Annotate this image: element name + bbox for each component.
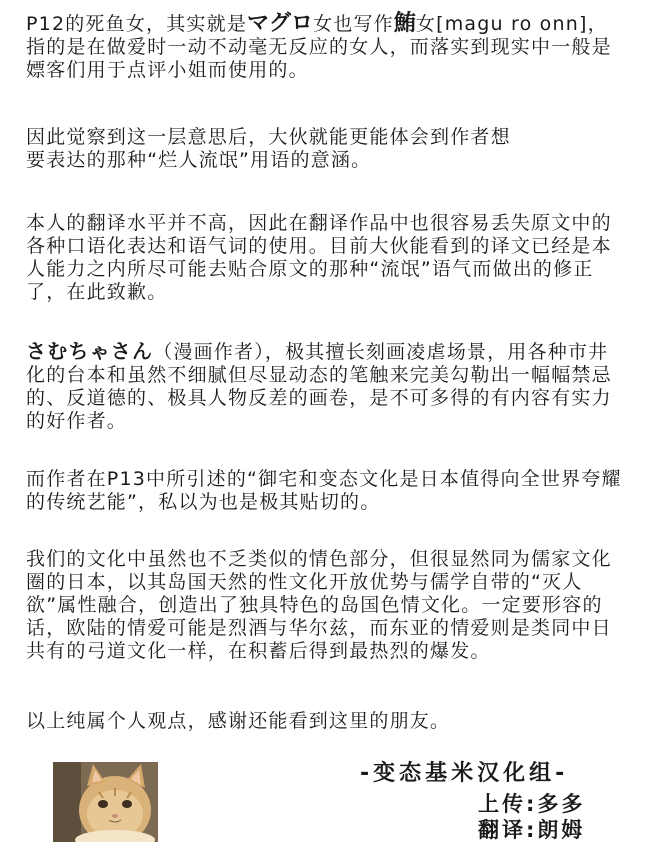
- uploader-credit: 上传:多多: [478, 792, 586, 816]
- text-p6: 我们的文化中虽然也不乏类似的情色部分，但很显然同为儒家文化圈的日本，以其岛国天然的性文化开放优势与儒学自带的“灭人欲”属性融合，创造出了独具特色的岛国色情文化。一定要形容的话，欧陆的情爱可能是烈酒与华尔兹，而东亚的情爱则是类同中日共有的弓道文化一样，在积蓄后得到最热烈的爆发。: [26, 548, 612, 662]
- text-maguro-kanji: 鮪: [393, 11, 416, 36]
- text-p2: 因此觉察到这一层意思后，大伙就能更能体会到作者想要表达的那种“烂人流氓”用语的意涵。: [26, 126, 511, 171]
- paragraph-maguro-explanation: [26, 12, 626, 82]
- text-p3: 本人的翻译水平并不高，因此在翻译作品中也很容易丢失原文中的各种口语化表达和语气词的使用。目前大伙能看到的译文已经是本人能力之内所尽可能去贴合原文的那种“流氓”语气而做出的修正了，在此致歉。: [26, 212, 612, 303]
- translator-credit: 翻译:朗姆: [478, 818, 586, 842]
- translation-group-name: -变态基米汉化组-: [360, 761, 569, 786]
- author-name: さむちゃさん: [26, 339, 154, 363]
- paragraph-culture-comparison: [26, 548, 626, 663]
- cat-icon: [53, 762, 158, 842]
- paragraph-insight: [26, 126, 526, 172]
- paragraph-author-intro: [26, 340, 626, 433]
- text-p7: 以上纯属个人观点，感谢还能看到这里的朋友。: [26, 710, 451, 732]
- paragraph-otaku-culture: [26, 468, 626, 514]
- paragraph-closing: [26, 710, 626, 733]
- text-p1-a: P12的死鱼女，其实就是: [26, 13, 248, 35]
- cat-photo: [53, 762, 158, 842]
- text-p1-e: 女[magu ro onn]，指的是在做爱时一动不动毫无反应的女人，而落实到现实中一般是嫖客们用于点评小姐而使用的。: [26, 13, 612, 81]
- paragraph-translation-note: [26, 212, 626, 304]
- text-p4-rest: （漫画作者），极其擅长刻画凌虐场景，用各种市井化的台本和虽然不细腻但尽显动态的笔触来完美勾勒出一幅幅禁忌的、反道德的、极具人物反差的画卷，是不可多得的有内容有实力的好作者。: [26, 341, 612, 432]
- text-p5: 而作者在P13中所引述的“御宅和变态文化是日本值得向全世界夸耀的传统艺能”，私以为也是极其贴切的。: [26, 468, 622, 513]
- text-maguro-katakana: マグロ: [247, 11, 314, 36]
- text-p1-c: 女也写作: [313, 13, 394, 35]
